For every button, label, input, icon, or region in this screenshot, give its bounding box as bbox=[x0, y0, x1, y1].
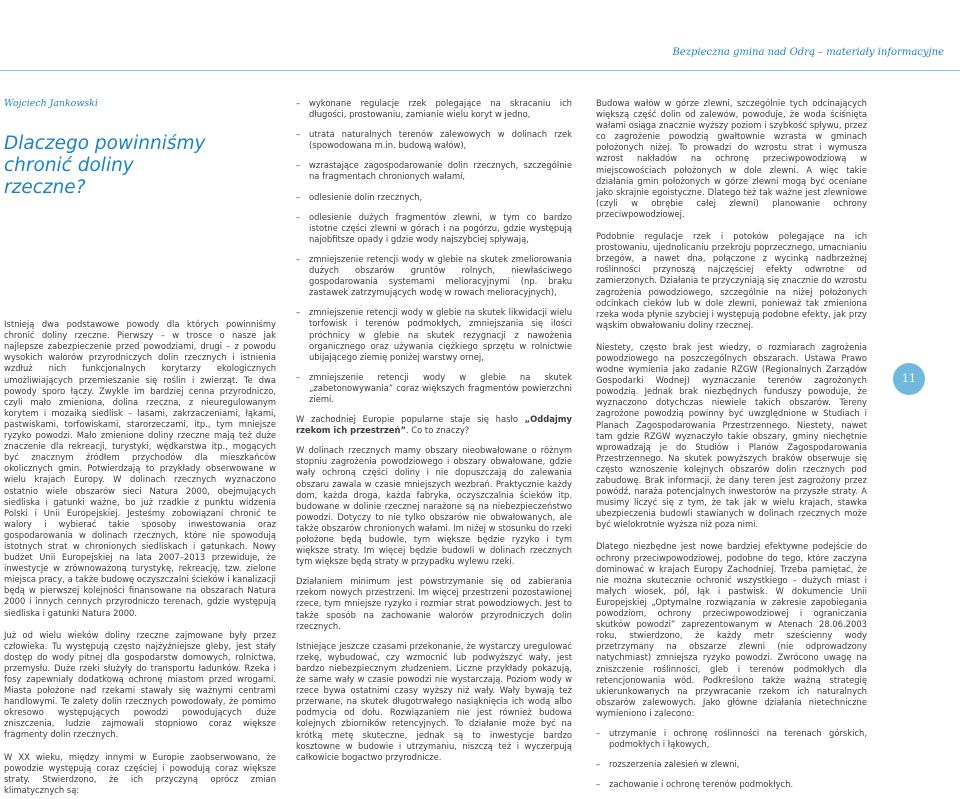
author-name: Wojciech Jankowski bbox=[4, 98, 98, 109]
list-item: – zmniejszenie retencji wody w glebie na skutek „zabetonowywania” coraz większych fragmentów powierzchni ziemi. bbox=[296, 372, 572, 405]
paragraph: Dlatego niezbędne jest nowe bardziej efektywne podejście do ochrony przeciwpowodziowej, podobne do tego, które zaczyna dominować w krajach Europy Zachodniej. Trzeba pamiętać, że nie można skutecznie ochronić wszystkiego – dużych miast i małych wiosek, pól, łąk i pastwisk. W dokumencie Unii Europejskiej „Optymalne rozwiązania w zakresie zapobiegania powodziom, ochrony przeciwpowodziowej i ograniczania skutków powodzi” zaprezentowanym w Atenach 28.06.2003 roku, stwierdzono, że każdy metr sześcienny wody przetrzymany na obszarze zlewni (nie odprowadzony natychmiast) zmniejsza ryzyko powodzi. Zwrócono uwagę na zniszczenie roślinności, gleb i terenów podmokłych dla retencjonowania wód. Podkreślono także ważną strategię ukierunkowanych na przywracanie rzekom ich naturalnych obszarów zalewowych. Jako główne działania nietechniczne wymieniono i zalecono: bbox=[596, 541, 867, 718]
article-title: Dlaczego powinniśmy chronić doliny rzeczne? bbox=[4, 133, 206, 199]
list-item: – odlesienie dolin rzecznych, bbox=[296, 192, 572, 203]
list-item: – odlesienie dużych fragmentów zlewni, w tym co bardzo istotne części zlewni w górach i na pogórzu, gdzie występują najobfitsze opady i gdzie wody najszybciej spływają, bbox=[296, 212, 572, 245]
list-item: – utrzymanie i ochronę roślinności na terenach górskich, podmokłych i łąkowych, bbox=[596, 728, 867, 750]
paragraph: W XX wieku, między innymi w Europie zaobserwowano, że powodzie występują coraz częściej i powodują coraz większe straty. Stwierdzono, że ich przyczyną oprócz zmian klimatycznych są: bbox=[4, 751, 276, 795]
paragraph: Budowa wałów w górze zlewni, szczególnie tych odcinających większą część dolin od zalewów, powoduje, że woda ściśnięta wałami osiąga znacznie wyższy poziom i szybkość spływu, przez co zagrożenie powodzią gwałtownie wzrasta w gminach położonych niżej. To prowadzi do wzrostu strat i wymusza wzrost nakładów na ochronę przeciwpowodziową w miejscowościach położonych w dole zlewni. A więc takie działania gmin położonych w górze zlewni mogą być oceniane jako skrajnie egoistyczne. Dlatego też tak ważne jest zlewniowe (czyli w obrębie całej zlewni) planowanie ochrony przeciwpowodziowej. bbox=[596, 98, 867, 219]
paragraph: Podobnie regulacje rzek i potoków polegające na ich prostowaniu, ujednolicaniu przekroju poprzecznego, umacnianiu brzegów, a nawet dna, połączone z wycinką nadbrzeżnej roślinności przynoszą najczęściej efekty odwrotne od zamierzonych. Działania te przyczyniają się znacznie do wzrostu zagrożenia powodziowego, szczególnie na niżej położonych odcinkach cieków lub w dole zlewni, ponieważ tak zmieniona rzeka woda płynie szybciej i występują podobne efekty, jak przy wąskim obwałowaniu doliny rzecznej. bbox=[596, 231, 867, 330]
list-item: – zmniejszenie retencji wody w glebie na skutek likwidacji wielu torfowisk i terenów podmokłych, zmniejszania się ilości próchnicy w glebie na skutek rezygnacji z nawożenia organicznego oraz używania ciężkiego sprzętu w rolnictwie ubijającego ziemię poniżej warstwy ornej, bbox=[296, 307, 572, 362]
column-2 bbox=[296, 98, 572, 763]
causes-list bbox=[296, 98, 572, 405]
slogan-paragraph bbox=[296, 414, 572, 436]
list-item: – utrata naturalnych terenów zalewowych w dolinach rzek (spowodowana m.in. budową wałów), bbox=[296, 129, 572, 151]
running-header: Bezpieczna gmina nad Odrą – materiały informacyjne bbox=[672, 47, 944, 58]
list-item: – zachowanie i ochronę terenów podmokłych. bbox=[596, 779, 867, 790]
paragraph: Istnieją dwa podstawowe powody dla których powinniśmy chronić doliny rzeczne. Pierwszy – w trosce o nasze jak najlepsze zabezpieczenie przed powodziami, drugi – z powodu wysokich walorów przyrodniczych dolin rzecznych i istnienia wzdłuż nich funkcjonalnych korytarzy ekologicznych umożliwiających przemieszanie się roślin i zwierząt. Te dwa powody sporo łączy. Zwykle im bardziej cenna przyrodniczo, czyli mało zmieniona, dolina rzeczna, z nieuregulowanym korytem i mozaiką siedlisk – lasami, zakrzaczeniami, łąkami, pastwiskami, torfowiskami, starorzeczami, itp., tym mniejsze ryzyko powodzi. Mało zmienione doliny rzeczne mają też duże znaczenie dla rekreacji, turystyki, wędkarstwa itp., mogących być znacznym źródłem przychodów dla mieszkańców okolicznych gmin. Potwierdzają to przykłady obserwowane w wielu krajach Europy. W dolinach rzecznych wyznaczono ostatnio wiele obszarów sieci Natura 2000, obejmujących siedliska i gatunki ważne, bo już rzadkie z punktu widzenia Polski i Unii Europejskiej. Jesteśmy zobowiązani chronić te walory i wybierać takie sposoby inwestowania oraz gospodarowania w dolinach rzecznych, które nie spowodują istotnych strat w chronionych siedliskach i gatunkach. Nowy budżet Unii Europejskiej na lata 2007–2013 przewiduje, że inwestycje w zrównoważoną turystykę, rekreację, tzw. zielone miejsca pracy, a także budowę oczyszczalni ścieków i kanalizacji będą w pierwszej kolejności finansowane na obszarach Natura 2000 i innych cennych przyrodniczo terenach, gdzie występują siedliska i gatunki Natura 2000. bbox=[4, 319, 276, 618]
recommendations-list bbox=[596, 728, 867, 790]
paragraph: Istniejące jeszcze czasami przekonanie, że wystarczy uregulować rzekę, wybudować, czy wzmocnić lub podwyższyć wały, jest bardzo niebezpiecznym złudzeniem. Liczne przykłady pokazują, że same wały w czasie powodzi nie wystarczają. Poziom wody w rzece bywa ostatnimi czasy wyższy niż wały. Wały bywają też przerwane, na skutek długotrwałego nasiąknięcia ich wodą albo podmycia od dołu. Rozwiązaniem nie jest również budowa kolejnych zbiorników retencyjnych. To działanie może być na krótką metę skuteczne, jednak są to inwestycje bardzo kosztowne w budowie i utrzymaniu, niszczą też i wyczerpują całkowicie bogactwo przyrodnicze. bbox=[296, 640, 572, 762]
column-1 bbox=[4, 98, 276, 796]
header-rule bbox=[0, 70, 960, 71]
paragraph: Już od wielu wieków doliny rzeczne zajmowane były przez człowieka. Tu występują często najżyźniejsze gleby, jest stały dostęp do wody pitnej dla gospodarstw domowych, rolnictwa, przemysłu. Duże rzeki służyły do transportu ładunków. Rzeka i fosy zapewniały dodatkową ochronę miastom przed wrogami. Miasta położone nad rzekami stawały się ważnymi centrami handlowymi. Te zalety dolin rzecznych powodowały, że pomimo okresowo występujących powodzi powodujących duże zniszczenia, ludzie zajmowali stopniowo coraz większe fragmenty dolin rzecznych. bbox=[4, 629, 276, 740]
list-item: – wzrastające zagospodarowanie dolin rzecznych, szczególnie na fragmentach chronionych wałami, bbox=[296, 160, 572, 182]
list-item: – wykonane regulacje rzek polegające na skracaniu ich długości, prostowaniu, zamianie wielu koryt w jedno, bbox=[296, 98, 572, 120]
paragraph: W dolinach rzecznych mamy obszary nieobwałowane o różnym stopniu zagrożenia powodziowego i obszary obwałowane, gdzie wały ochroną części doliny i nie dopuszczają do zalewania obszaru zawala w czasie mniejszych wezbrań. Praktycznie każdy dom, każda droga, każda fabryka, oczyszczalnia ścieków itp. budowane w dolinie rzecznej narażone są na niebezpieczeństwo powodzi. Dotyczy to nie tylko obszarów nie obwałowanych, ale także obszarów chronionych wałami. Im niżej w stosunku do rzeki położone będą budowle, tym większe będzie ryzyko i tym większe straty. Im więcej będzie budowli w dolinach rzecznych tym większe będą straty w przypadku wylewu rzeki. bbox=[296, 445, 572, 567]
list-item: – zmniejszenie retencji wody w glebie na skutek zmeliorowania dużych obszarów gruntów rolnych, niewłaściwego gospodarowania systemami melioracyjnymi (np. braku zastawek zatrzymujących wodę w rowach melioracyjnych), bbox=[296, 254, 572, 298]
slogan-tail: . Co to znaczy? bbox=[405, 425, 470, 436]
list-item: – rozszerzenia zalesień w zlewni, bbox=[596, 759, 867, 770]
page-number-badge: 11 bbox=[893, 363, 925, 395]
slogan-bold: „Oddajmy rzekom ich przestrzeń” bbox=[296, 414, 572, 436]
paragraph: Działaniem minimum jest powstrzymanie się od zabierania rzekom nowych przestrzeni. Im więcej przestrzeni pozostawionej rzece, tym mniejsze ryzyko i rozmiar strat powodziowych. Jest to także sposób na zachowanie walorów przyrodniczych dolin rzecznych. bbox=[296, 576, 572, 631]
paragraph: Niestety, często brak jest wiedzy, o rozmiarach zagrożenia powodziowego na poszczególnych obszarach. Ustawa Prawo wodne wymienia jako zadanie RZGW (Regionalnych Zarządów Gospodarki Wodnej) wyznaczanie terenów zagrożonych powodzią. Jednak brak niezbędnych funduszy powoduje, że wyznaczono dotychczas niewiele takich obszarów. Tereny zagrożone powodzią powinny być uwzględnione w Studiach i Planach Zagospodarowania Przestrzennego. Niestety, nawet tam gdzie RZGW wyznaczyło takie obszary, gminy niechętnie wprowadzają je do Studiów i Planów Zagospodarowania Przestrzennego. Na skutek powyższych braków obserwuje się często wznoszenie kolejnych obszarów dolin rzecznych pod zabudowę. Brak informacji, że dany teren jest zagrożony przez powódź, naraża potencjalnych inwestorów na przyszłe straty. A musimy liczyć się z tym, że tak jak w wielu krajach, stawka ubezpieczenia budowli stawianych w dolinach rzecznych może być wielokrotnie wyższa niż poza nimi. bbox=[596, 341, 867, 530]
column-3 bbox=[596, 98, 867, 799]
slogan-lead: W zachodniej Europie popularne staje się hasło bbox=[296, 414, 525, 425]
